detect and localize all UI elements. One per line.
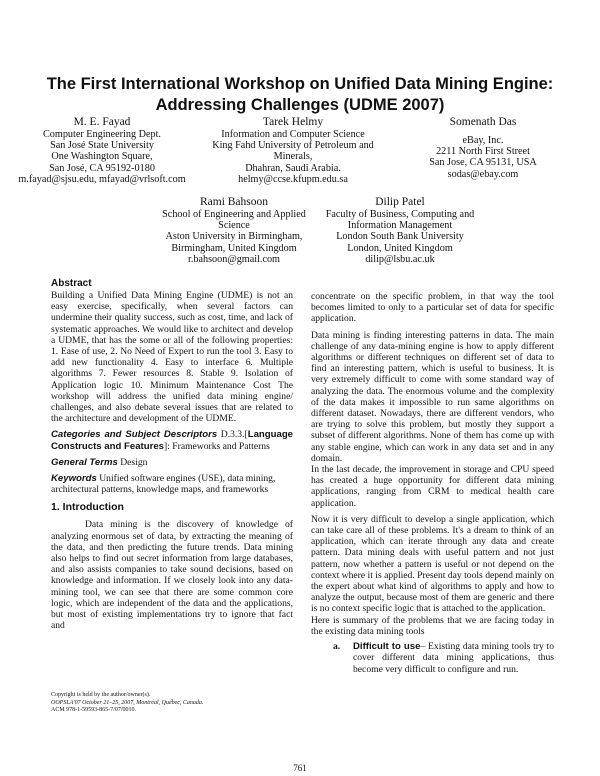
- author-affiliation-line: San Jose, CA 95131, USA: [429, 157, 537, 169]
- copyright-footnote: [51, 692, 293, 715]
- keywords-line: [51, 473, 293, 495]
- general-terms-text: Design: [117, 456, 148, 468]
- footnote-line: OOPSLA'07 October 21–25, 2007, Montréal, Québec, Canada.: [51, 699, 204, 706]
- keywords-label: Keywords: [51, 473, 97, 485]
- author-affiliation-line: Science: [218, 220, 250, 232]
- author-name: M. E. Fayad: [73, 116, 131, 128]
- author-name: Somenath Das: [449, 116, 517, 128]
- author-email: dilip@lsbu.ac.uk: [365, 253, 435, 265]
- right-paragraph-2: Data mining is finding interesting patterns in data. The main challenge of any data-mining engine is how to apply different algorithms or different techniques on different set of data to find an interesting pattern, which is useful to business. It is very extremely difficult to come with some standard way of analyzing the data. The enormous volume and the complexity of the data makes it impossible to run same algorithms on different dataset. Nowadays, there are different vendors, who are trying to solve this problem, but mostly they support a subset of different algorithms. None of them has come up with any stable engine, which can work in any data set and in any domain.: [311, 329, 554, 464]
- author-affiliation-line: King Fahd University of Petroleum and: [212, 140, 374, 152]
- abstract-text: Building a Unified Data Mining Engine (UDME) is not an easy exercise, specifically, when several factors can undermine their quality success, such as cost, time, and lack of systematic approaches. We would like to architect and develop a UDME, that has the some or all of the following properties: 1. Ease of use, 2. No Need of Expert to run the tool 3. Easy to add new functionality 4. Easy to interface 6. Multiple algorithms 7. Fewer resources 8. Stable 9. Isolation of Application logic 10. Minimum Maintenance Cost The workshop will address the unified data mining engine/ challenges, and also debate several issues that are related to the architecture and development of the UDME.: [51, 290, 293, 425]
- footnote-line: ACM 978-1-59593-865-7/07/0010.: [51, 707, 136, 713]
- author-block-patel: [312, 195, 488, 265]
- left-column: [51, 278, 293, 631]
- list-item-text: – Existing data mining tools try to cover different data mining applications, thus become very difficult to configure and run.: [353, 641, 555, 675]
- paper-title-line-1: The First International Workshop on Unified Data Mining Engine:: [46, 75, 554, 93]
- right-paragraph-4: Now it is very difficult to develop a single application, which can take care all of these problems. It's a dream to think of an application, which can iterate through any data and create pattern. Data mining deals with useful pattern and not just pattern, now whether a pattern is useful or not depend on the context where it is applied. Present day tools depend mainly on the expert about what kind of algorithms to apply and how to analyze the output, because most of them are generic and there is no context specific logic that is attached to the application.: [311, 513, 554, 615]
- paper-title: [40, 74, 560, 116]
- introduction-text: Data mining is the discovery of knowledge of analyzing enormous set of data, by extracting the meaning of the data, and then predicting the future trends. Data mining also helps to find out secret information from large databases, and also assists companies to take sound decisions, based on knowledge and information. If we closely look into any data-mining tool, we can see that there are some common core logic, which are independent of the data and the applications, but most of existing implementations try to ignore that fact and: [51, 519, 293, 632]
- author-email: sodas@ebay.com: [447, 168, 519, 180]
- general-terms-line: [51, 457, 293, 468]
- author-affiliation-line: One Washington Square,: [51, 151, 153, 163]
- author-affiliation-line: San José State University: [50, 140, 154, 152]
- list-item: [311, 641, 554, 675]
- author-affiliation-line: London, United Kingdom: [347, 242, 453, 254]
- categories-bold: Language Constructs and Features: [51, 429, 294, 452]
- author-affiliation-line: Computer Engineering Dept.: [43, 129, 161, 140]
- general-terms-label: General Terms: [51, 456, 118, 468]
- author-affiliation-line: 2211 North First Street: [436, 146, 530, 158]
- author-affiliation-line: Aston University in Birmingham,: [165, 231, 303, 243]
- author-affiliation-line: Faculty of Business, Computing and: [325, 209, 475, 220]
- author-email: r.bahsoon@gmail.com: [187, 253, 280, 265]
- author-affiliation-line: Information and Computer Science: [221, 129, 365, 140]
- author-name: Rami Bahsoon: [199, 196, 269, 208]
- list-item-marker: a.: [333, 641, 341, 653]
- categories-code: D.3.3.[: [217, 429, 248, 441]
- abstract-heading: Abstract: [51, 278, 92, 289]
- author-affiliation-line: Dhahran, Saudi Arabia.: [245, 162, 341, 174]
- author-affiliation-line: Information Management: [347, 220, 453, 232]
- categories-label: Categories and Subject Descriptors: [51, 429, 218, 441]
- categories-tail: ]: Frameworks and Patterns: [164, 440, 270, 452]
- author-affiliation-line: London South Bank University: [336, 231, 464, 243]
- author-name: Dilip Patel: [375, 196, 425, 208]
- keywords-text: Unified software engines (USE), data mining, architectural patterns, knowledge maps, and frameworks: [51, 473, 276, 496]
- author-affiliation-line: eBay, Inc.: [462, 135, 504, 146]
- author-block-bahsoon: [146, 195, 322, 265]
- page-number: 761: [293, 763, 307, 773]
- author-block-helmy: [197, 115, 389, 185]
- author-affiliation-line: Minerals,: [273, 151, 313, 163]
- right-paragraph-5: Here is summary of the problems that we are facing today in the existing data mining tools: [311, 614, 554, 637]
- author-affiliation-line: School of Engineering and Applied: [162, 209, 306, 220]
- author-affiliation-line: San José, CA 95192-0180: [49, 162, 155, 174]
- right-paragraph-3: In the last decade, the improvement in storage and CPU speed has created a huge opportunity for different data mining applications, ranging from CRM to medical health care application.: [311, 464, 554, 509]
- right-column: [311, 291, 554, 675]
- list-item-bold: Difficult to use: [353, 641, 421, 653]
- author-block-fayad: [14, 115, 190, 185]
- author-affiliation-line: Birmingham, United Kingdom: [171, 242, 297, 254]
- author-email: m.fayad@sjsu.edu, mfayad@vrlsoft.com: [18, 173, 186, 185]
- author-email: helmy@ccse.kfupm.edu.sa: [238, 173, 348, 185]
- right-paragraph-1: concentrate on the specific problem, in that way the tool becomes limited to only to a particular set of data for specific application.: [311, 291, 554, 325]
- categories-line: [51, 429, 293, 451]
- introduction-heading: 1. Introduction: [51, 501, 124, 514]
- paper-title-line-2: Addressing Challenges (UDME 2007): [155, 96, 445, 114]
- footnote-line: Copyright is held by the author/owner(s).: [51, 692, 151, 698]
- author-name: Tarek Helmy: [262, 116, 324, 128]
- author-block-das: [398, 115, 568, 180]
